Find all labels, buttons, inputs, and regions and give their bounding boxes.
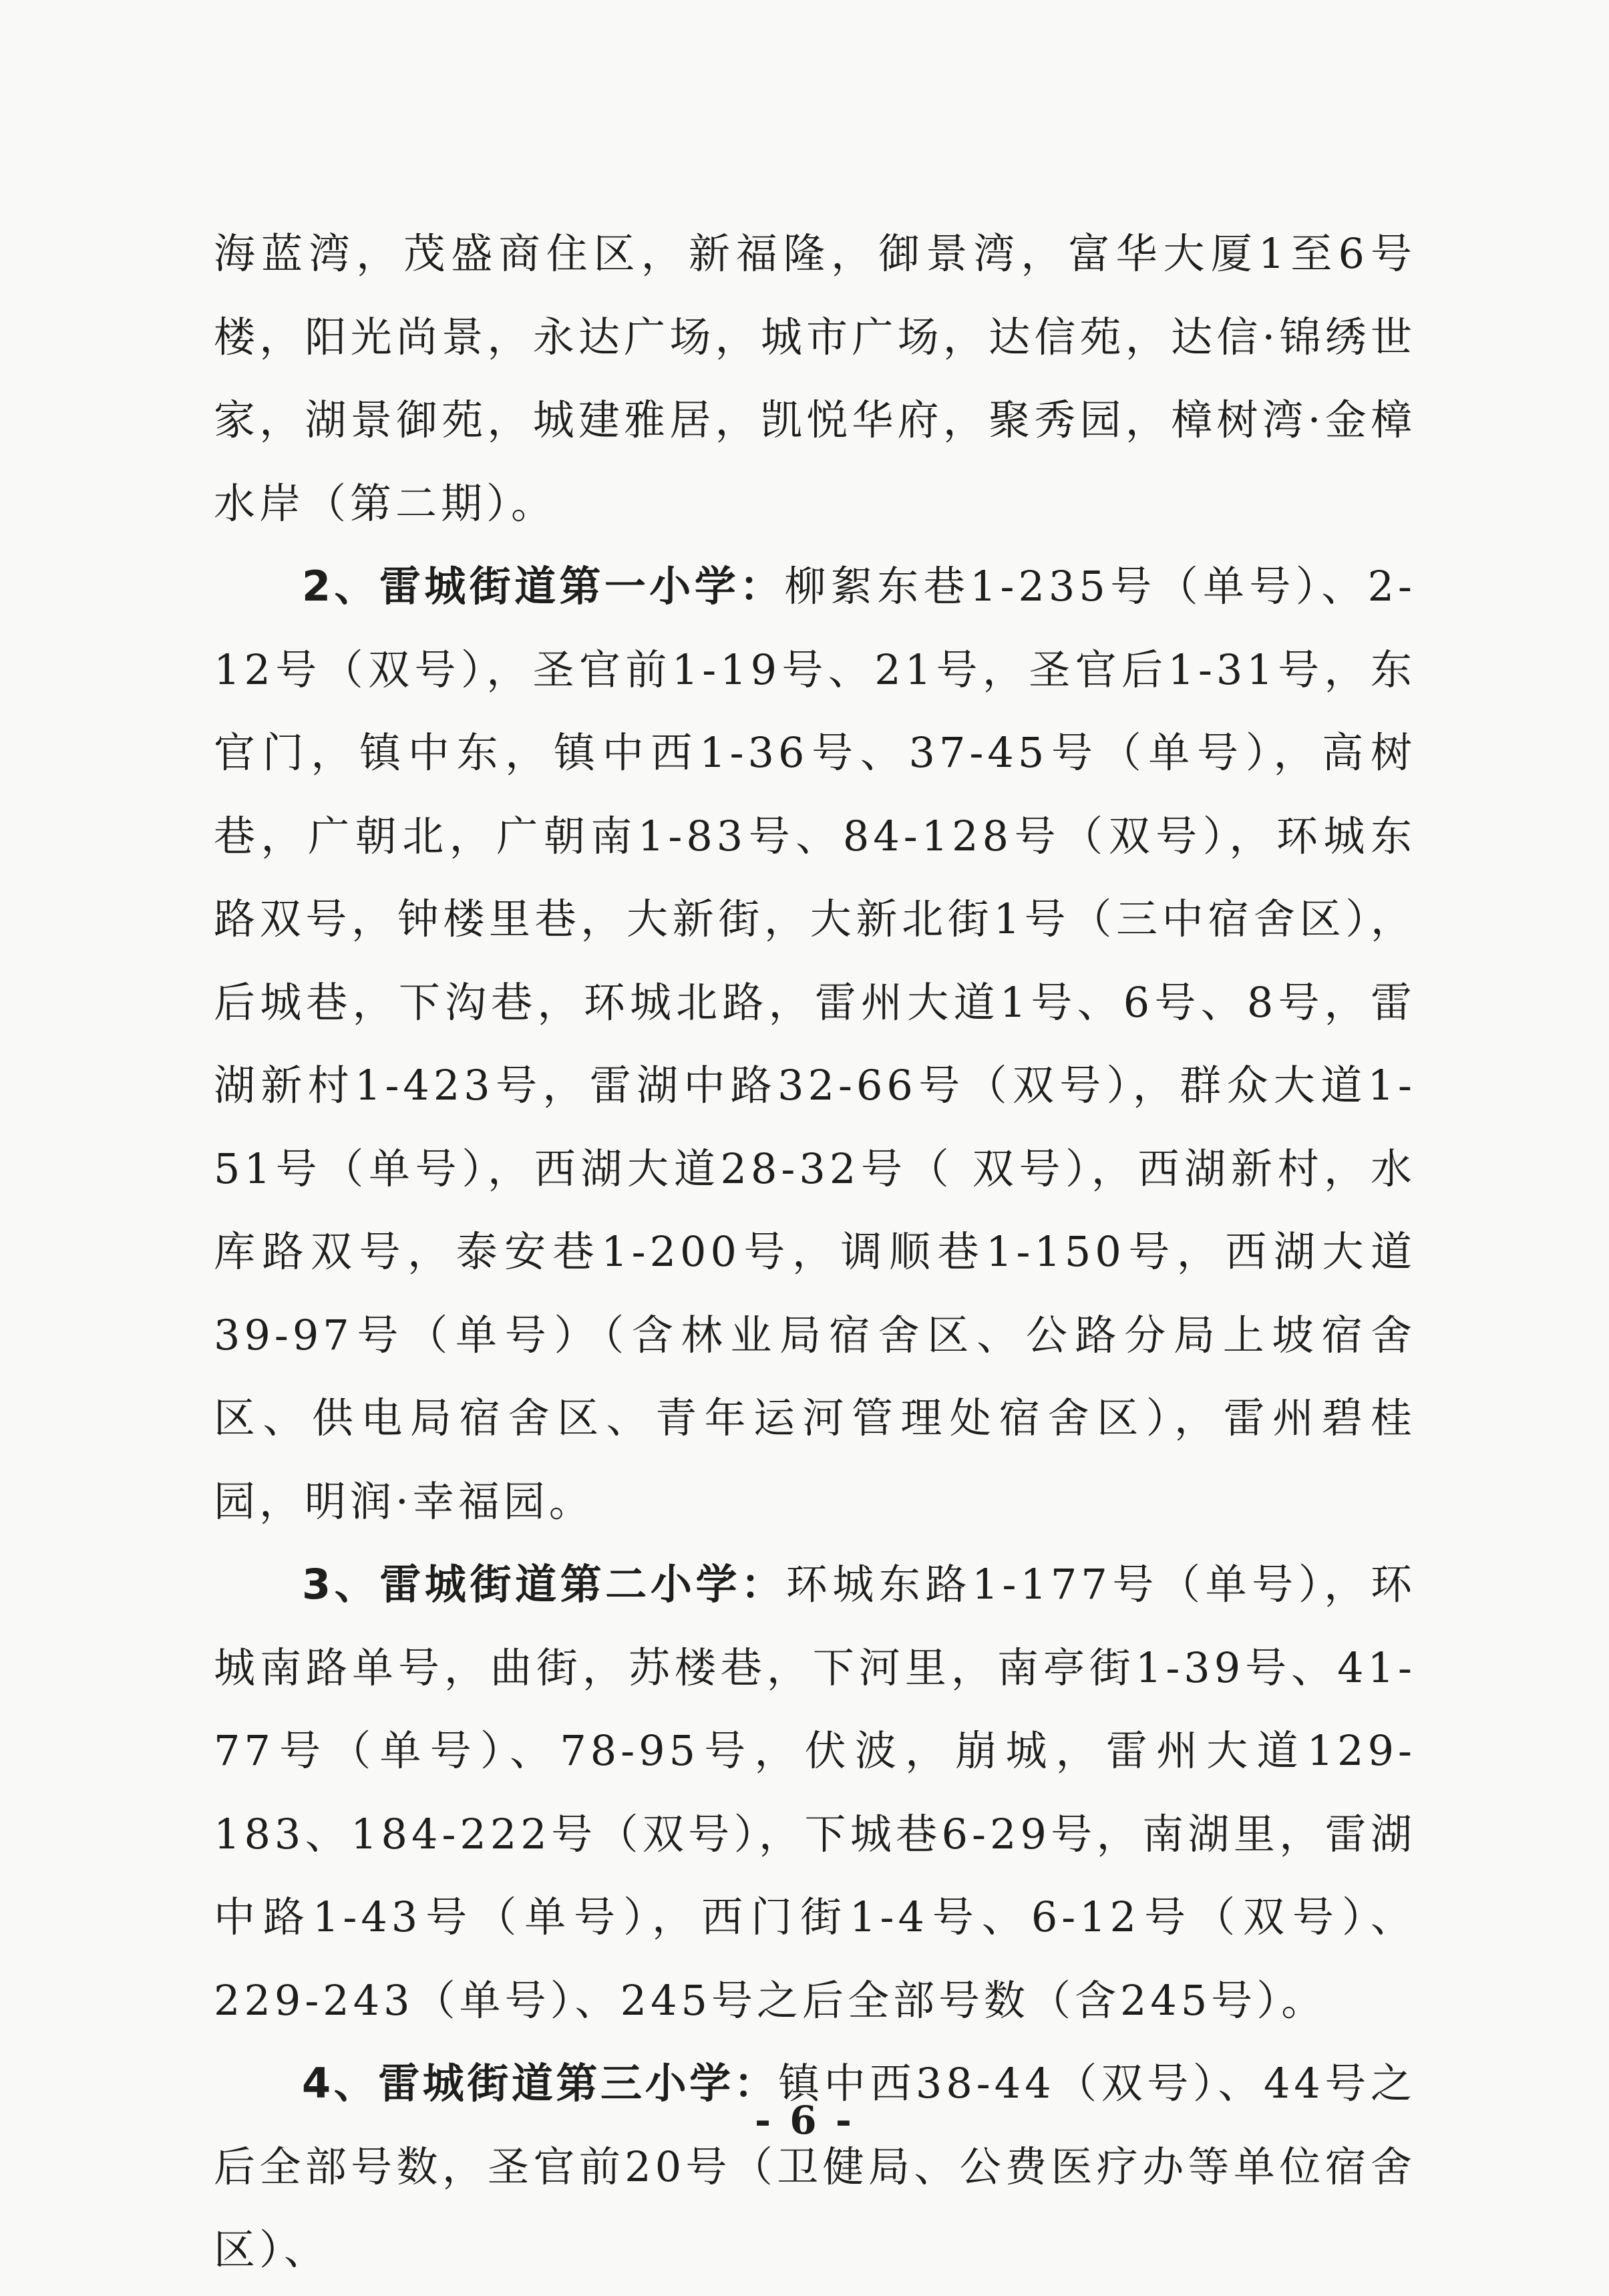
paragraph-1 bbox=[214, 212, 1416, 545]
paragraph-2-text: 柳絮东巷1-235号（单号）、2-12号（双号），圣官前1-19号、21号，圣官后1-31号，东官门，镇中东，镇中西1-36号、37-45号（单号），高树巷，广朝北，广朝南1-83号、84-128号（双号），环城东路双号，钟楼里巷，大新街，大新北街1号（三中宿舍区），后城巷，下沟巷，环城北路，雷州大道1号、6号、8号，雷湖新村1-423号，雷湖中路32-66号（双号），群众大道1-51号（单号），西湖大道28-32号（ 双号），西湖新村，水库路双号，泰安巷1-200号，调顺巷1-150号，西湖大道39-97号（单号）（含林业局宿舍区、公路分局上坡宿舍区、供电局宿舍区、青年运河管理处宿舍区），雷州碧桂园，明润·幸福园。 bbox=[214, 562, 1416, 1526]
paragraph-3 bbox=[214, 1543, 1416, 2042]
document-body bbox=[214, 212, 1416, 2292]
school-heading-3: 4、雷城街道第三小学： bbox=[302, 2059, 779, 2108]
paragraph-4-text: 镇中西38-44（双号）、44号之后全部号数，圣官前20号（卫健局、公费医疗办等单位宿舍区）、 bbox=[214, 2059, 1416, 2274]
page-number: - 6 - bbox=[755, 2098, 854, 2143]
paragraph-3-text: 环城东路1-177号（单号），环城南路单号，曲街，苏楼巷，下河里，南亭街1-39号、41-77号（单号）、78-95号，伏波，崩城，雷州大道129-183、184-222号（双号），下城巷6-29号，南湖里，雷湖中路1-43号（单号），西门街1-4号、6-12号（双号）、229-243（单号）、245号之后全部号数（含245号）。 bbox=[214, 1560, 1416, 2025]
school-heading-2: 3、雷城街道第二小学： bbox=[302, 1560, 786, 1609]
paragraph-2 bbox=[214, 545, 1416, 1543]
school-heading-1: 2、雷城街道第一小学： bbox=[302, 562, 785, 611]
paragraph-1-text: 海蓝湾，茂盛商住区，新福隆，御景湾，富华大厦1至6号楼，阳光尚景，永达广场，城市广场，达信苑，达信·锦绣世家，湖景御苑，城建雅居，凯悦华府，聚秀园，樟树湾·金樟水岸（第二期）。 bbox=[214, 229, 1416, 528]
paragraph-4 bbox=[214, 2042, 1416, 2292]
